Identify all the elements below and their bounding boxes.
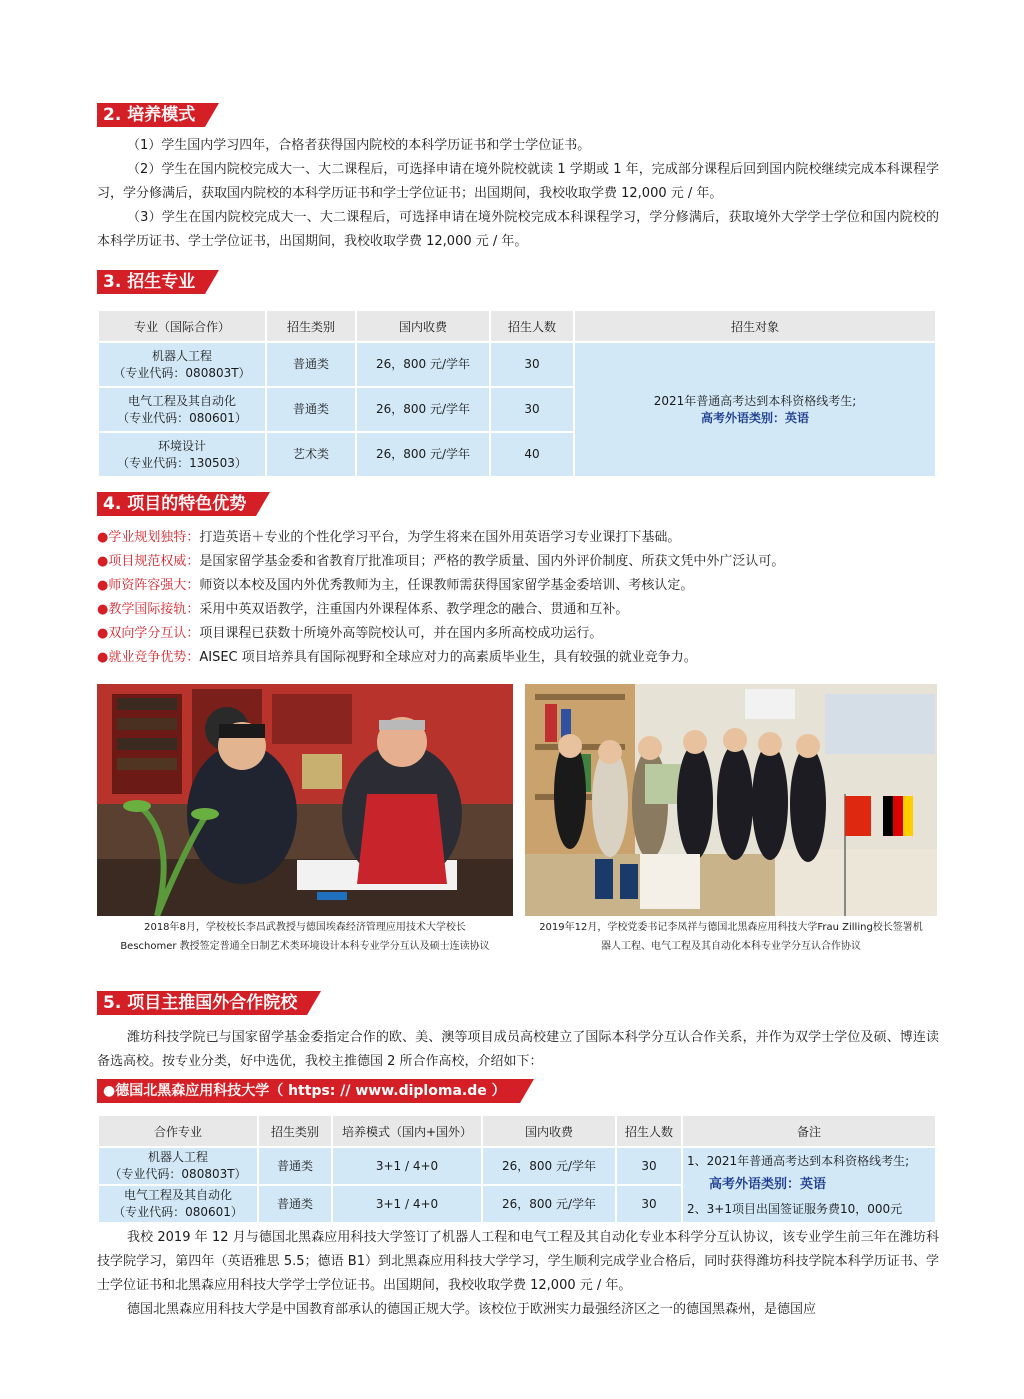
school-title: ●德国北黑森应用科技大学（ https: // www.diploma.de ） [97,1079,520,1103]
category-cell: 艺术类 [266,432,356,477]
major-name: 电气工程及其自动化 [127,393,236,408]
feature-text: 是国家留学基金委和省教育厅批准项目；严格的教学质量、国内外评价制度、所获文凭中外广泛认可。 [199,554,785,569]
major-cell [98,1147,258,1185]
major-name: 环境设计 [157,438,206,453]
feature-key: ●教学国际接轨： [97,602,200,617]
photo-2-caption [525,918,937,956]
header-fee: 国内收费 [482,1115,616,1147]
count-cell: 30 [490,387,574,432]
target-line-2: 高考外语类别：英语 [700,410,809,425]
feature-key: ●双向学分互认： [97,626,200,641]
note-cell [682,1147,936,1223]
header-target: 招生对象 [574,310,936,342]
feature-item [97,526,680,550]
major-cell [98,1185,258,1223]
table-row [98,342,936,387]
major-name: 机器人工程 [147,1150,208,1164]
section-5-title: 5. 项目主推国外合作院校 [97,991,307,1015]
feature-item [97,574,693,598]
fee-cell: 26，800 元/学年 [356,342,490,387]
target-cell [574,342,936,477]
caption-line: 器人工程、电气工程及其自动化本科专业学分互认合作协议 [601,941,861,952]
caption-line: Beschomer 教授签定普通全日制艺术类环境设计本科专业学分互认及硕士连读协议 [120,941,490,952]
category-cell: 普通类 [258,1147,332,1185]
section-3-title: 3. 招生专业 [97,270,205,294]
feature-item [97,622,602,646]
header-major: 专业（国际合作） [98,310,266,342]
major-code: （专业代码：080601） [113,1205,243,1219]
fee-cell: 26，800 元/学年 [482,1147,616,1185]
table-row [98,1147,936,1185]
mode-cell: 3+1 / 4+0 [332,1147,482,1185]
feature-key: ●项目规范权威： [97,554,200,569]
signing-photo-2018 [97,684,513,916]
count-cell: 30 [490,342,574,387]
feature-text: 项目课程已获数十所境外高等院校认可，并在国内多所高校成功运行。 [199,626,603,641]
fee-cell: 26，800 元/学年 [356,432,490,477]
feature-item [97,598,628,622]
photo-1-caption [97,918,513,956]
section-2-paragraph-1: （1）学生国内学习四年，合格者获得国内院校的本科学历证书和学士学位证书。 [127,138,591,153]
count-cell: 30 [616,1147,682,1185]
feature-key: ●就业竞争优势： [97,650,200,665]
header-note: 备注 [682,1115,936,1147]
header-count: 招生人数 [616,1115,682,1147]
category-cell: 普通类 [266,342,356,387]
caption-line: 2018年8月，学校校长李昌武教授与德国埃森经济管理应用技术大学校长 [144,922,466,933]
header-major: 合作专业 [98,1115,258,1147]
section-2-paragraph-2: （2）学生在国内院校完成大一、大二课程后，可选择申请在境外院校就读 1 学期或 1 年，完成部分课程后回到国内院校继续完成本科课程学习，学分修满后，获取国内院校的本科学历证书和学士学位证书；出国期间，我校收取学费 12,000 元 / 年。 [97,162,939,201]
section-4-title: 4. 项目的特色优势 [97,492,256,516]
fee-cell: 26，800 元/学年 [356,387,490,432]
major-code: （专业代码：080803T） [109,1167,247,1181]
category-cell: 普通类 [266,387,356,432]
category-cell: 普通类 [258,1185,332,1223]
table-header-row [98,310,936,342]
fee-cell: 26，800 元/学年 [482,1185,616,1223]
caption-line: 2019年12月，学校党委书记李凤祥与德国北黑森应用科技大学Frau Zilling校长签署机 [539,922,923,933]
section-5-paragraph-2: 德国北黑森应用科技大学是中国教育部承认的德国正规大学。该校位于欧洲实力最强经济区之一的德国黑森州，是德国应 [127,1302,817,1317]
feature-text: AISEC 项目培养具有国际视野和全球应对力的高素质毕业生，具有较强的就业竞争力。 [199,650,697,665]
major-cell [98,387,266,432]
major-code: （专业代码：080601） [117,410,247,425]
table-header-row [98,1115,936,1147]
major-code: （专业代码：080803T） [113,365,251,380]
major-code: （专业代码：130503） [117,455,247,470]
feature-text: 采用中英双语教学，注重国内外课程体系、教学理念的融合、贯通和互补。 [199,602,629,617]
major-cell [98,342,266,387]
partner-table [97,1114,937,1224]
count-cell: 30 [616,1185,682,1223]
major-name: 电气工程及其自动化 [123,1188,232,1202]
note-line-1: 1、2021年普通高考达到本科资格线考生; [687,1154,910,1168]
major-name: 机器人工程 [151,348,212,363]
feature-text: 师资以本校及国内外优秀教师为主，任课教师需获得国家留学基金委培训、考核认定。 [199,578,694,593]
note-line-2: 高考外语类别：英语 [709,1177,827,1192]
majors-table [97,309,937,478]
feature-key: ●师资阵容强大： [97,578,200,593]
feature-text: 打造英语＋专业的个性化学习平台，为学生将来在国外用英语学习专业课打下基础。 [199,530,681,545]
mode-cell: 3+1 / 4+0 [332,1185,482,1223]
header-fee: 国内收费 [356,310,490,342]
header-category: 招生类别 [258,1115,332,1147]
feature-item [97,646,697,670]
count-cell: 40 [490,432,574,477]
feature-item [97,550,784,574]
section-5-paragraph-1: 我校 2019 年 12 月与德国北黑森应用科技大学签订了机器人工程和电气工程及其自动化专业本科学分互认协议，该专业学生前三年在潍坊科技学院学习，第四年（英语雅思 5.5；德语 B1）到北黑森应用科技大学学习，学生顺利完成学业合格后，同时获得潍坊科技学院本科学历证书、学士学位证书和北黑森应用科技大学学士学位证书。出国期间，我校收取学费 12,000 元 / 年。 [97,1230,939,1293]
header-mode: 培养模式（国内+国外） [332,1115,482,1147]
target-line-1: 2021年普通高考达到本科资格线考生; [653,393,857,408]
section-2-paragraph-3: （3）学生在国内院校完成大一、大二课程后，可选择申请在境外院校完成本科课程学习，学分修满后，获取境外大学学士学位和国内院校的本科学历证书、学士学位证书，出国期间，我校收取学费 12,000 元 / 年。 [97,210,939,249]
section-5-intro: 潍坊科技学院已与国家留学基金委指定合作的欧、美、澳等项目成员高校建立了国际本科学分互认合作关系，并作为双学士学位及硕、博连读备选高校。按专业分类，好中选优，我校主推德国 2 所合作高校，介绍如下： [97,1030,939,1069]
header-count: 招生人数 [490,310,574,342]
group-photo-2019 [525,684,937,916]
section-2-title: 2. 培养模式 [97,103,205,127]
major-cell [98,432,266,477]
header-category: 招生类别 [266,310,356,342]
note-line-3: 2、3+1项目出国签证服务费10，000元 [687,1202,903,1216]
feature-key: ●学业规划独特： [97,530,200,545]
